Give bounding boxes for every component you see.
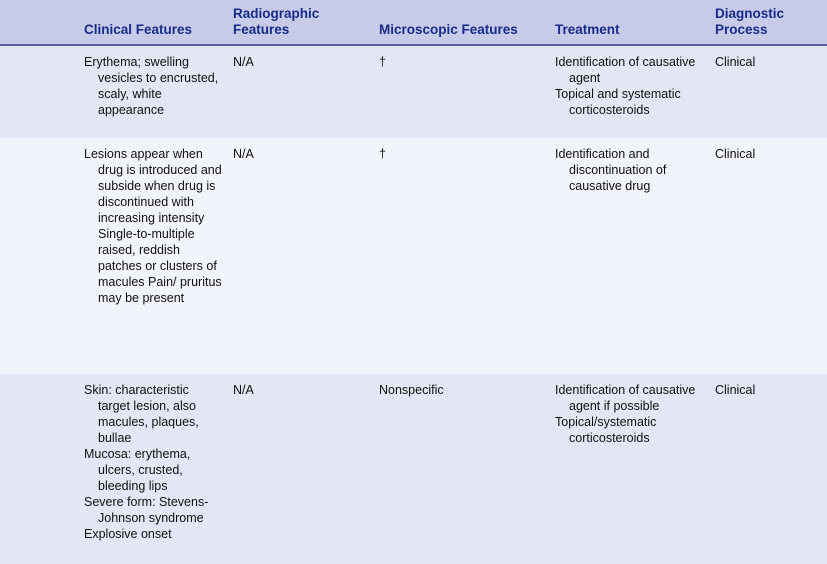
cell-treatment [555, 382, 705, 446]
clinical-line: Erythema; swelling vesicles to encrusted, scaly, white appearance [84, 55, 219, 117]
header-clinical-features: Clinical Features [84, 22, 193, 37]
cell-clinical [84, 382, 224, 542]
cell-microscopic: † [379, 147, 386, 161]
cell-radiographic: N/A [233, 147, 254, 161]
treatment-line: Identification of causative agent if possible [555, 383, 696, 413]
cell-radiographic: N/A [233, 383, 254, 397]
header-diagnostic-process [715, 6, 825, 38]
header-radiographic-features [233, 6, 363, 38]
cell-radiographic: N/A [233, 55, 254, 69]
cell-diagnostic: Clinical [715, 55, 756, 69]
treatment-line: Identification of causative agent [555, 55, 696, 85]
table-row [0, 138, 827, 374]
header-radiographic-line1: Radiographic [233, 6, 320, 21]
table-header [0, 0, 827, 46]
clinical-line: Lesions appear when drug is introduced and subside when drug is discontinued with increasing intensity Single-to-multiple raised, reddish patches or clusters of macules Pain/ pruritus may be present [84, 147, 222, 305]
cell-treatment [555, 146, 705, 194]
clinical-line: Explosive onset [84, 527, 172, 541]
cell-microscopic: † [379, 55, 386, 69]
cell-diagnostic: Clinical [715, 147, 756, 161]
treatment-line: Topical/systematic corticosteroids [555, 415, 657, 445]
cell-treatment [555, 54, 705, 118]
cell-clinical [84, 146, 224, 306]
treatment-line: Topical and systematic corticosteroids [555, 87, 681, 117]
header-microscopic-features: Microscopic Features [379, 22, 518, 37]
table-row [0, 46, 827, 138]
cell-diagnostic: Clinical [715, 383, 756, 397]
cell-microscopic: Nonspecific [379, 383, 444, 397]
header-radiographic-line2: Features [233, 22, 290, 37]
header-diagnostic-line1: Diagnostic [715, 6, 785, 21]
clinical-line: Mucosa: erythema, ulcers, crusted, bleeding lips [84, 447, 191, 493]
header-treatment: Treatment [555, 22, 620, 37]
clinical-line: Skin: characteristic target lesion, also macules, plaques, bullae [84, 383, 199, 445]
clinical-line: Severe form: Stevens-Johnson syndrome [84, 495, 209, 525]
header-diagnostic-line2: Process [715, 22, 768, 37]
cell-clinical [84, 54, 224, 118]
table-row [0, 374, 827, 564]
treatment-line: Identification and discontinuation of causative drug [555, 147, 667, 193]
